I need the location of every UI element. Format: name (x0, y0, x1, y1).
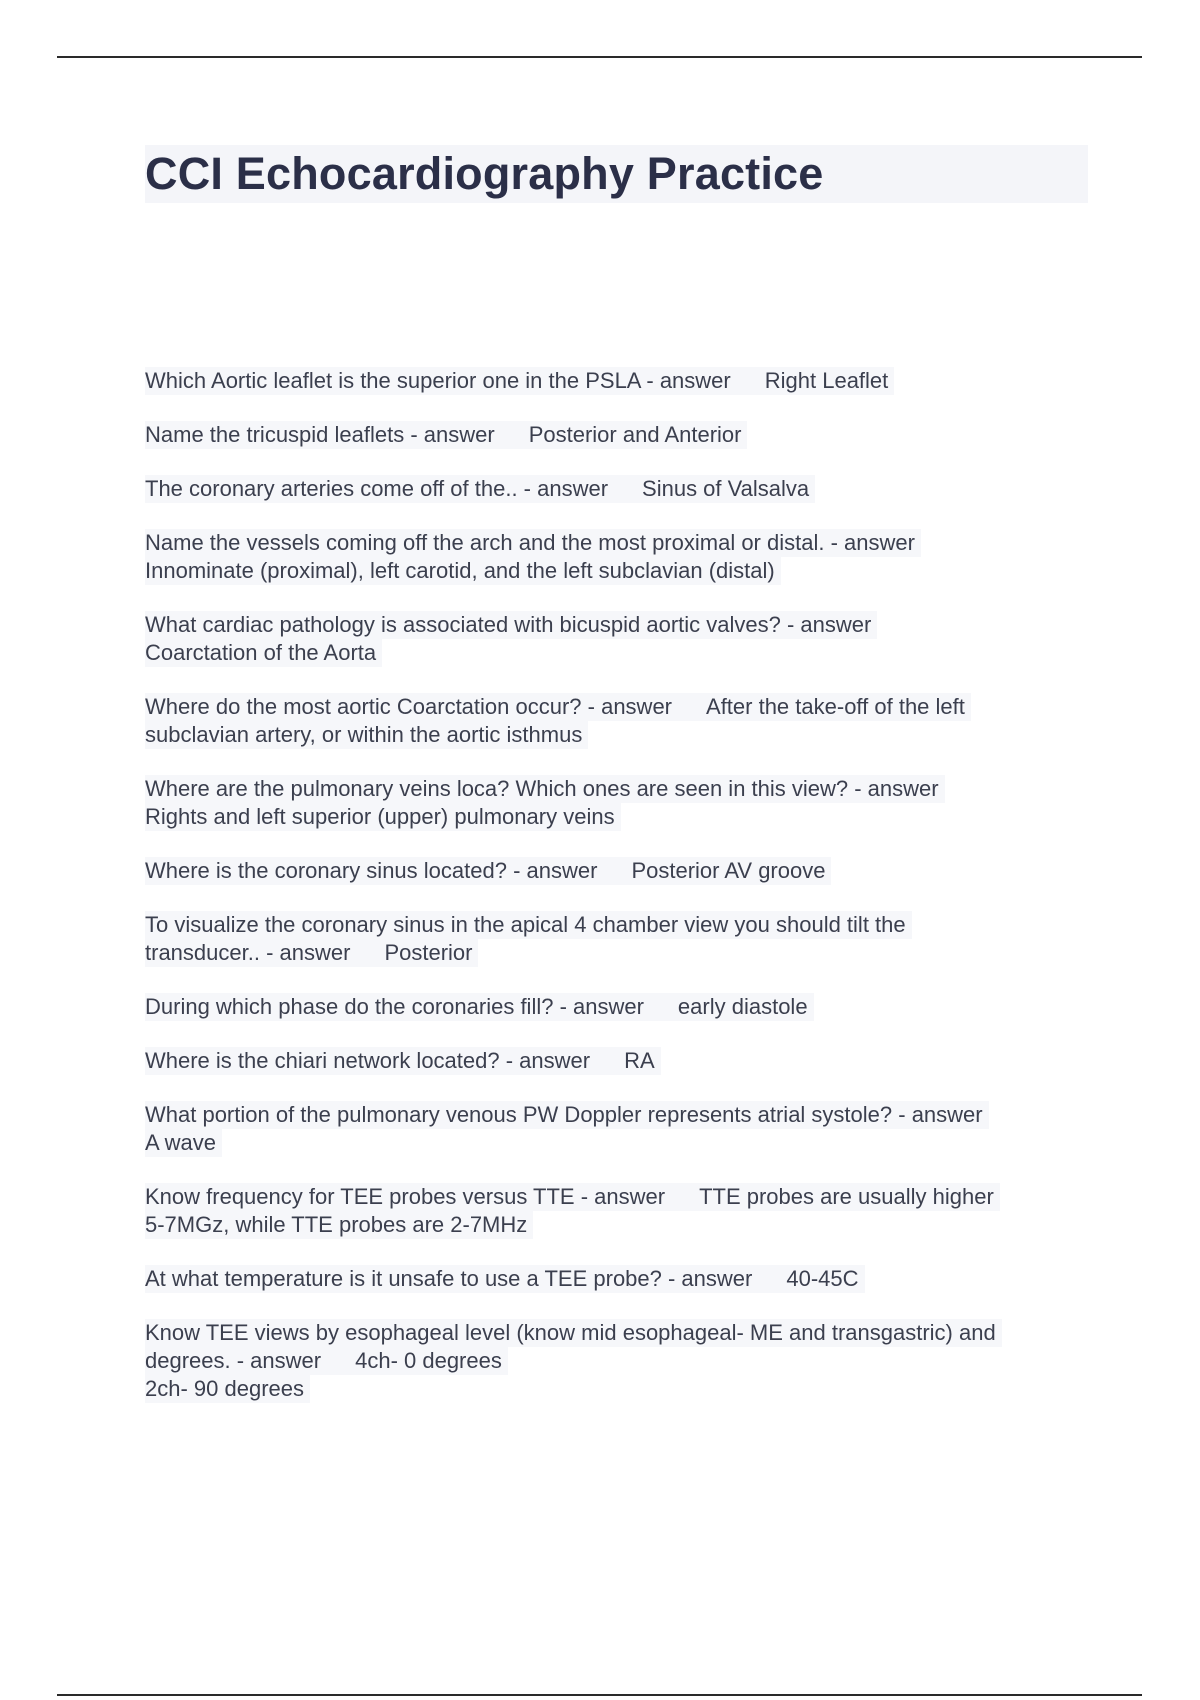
qa-item (145, 611, 1095, 667)
question-text: Where are the pulmonary veins loca? Which ones are seen in this view? - answer (145, 776, 939, 801)
answer-text: RA (624, 1048, 655, 1073)
qa-line (145, 1319, 1002, 1347)
answer-text: 40-45C (786, 1266, 859, 1291)
answer-text: Posterior and Anterior (528, 422, 742, 447)
question-text: Name the vessels coming off the arch and the most proximal or distal. - answer (145, 530, 915, 555)
qa-item (145, 367, 1095, 395)
qa-line (145, 1129, 222, 1157)
qa-line (145, 421, 747, 449)
answer-text: Right Leaflet (764, 368, 889, 393)
qa-item (145, 1265, 1095, 1293)
answer-text: 4ch- 0 degrees (355, 1348, 502, 1373)
answer-text: TTE probes are usually higher (699, 1184, 994, 1209)
qa-item (145, 421, 1095, 449)
qa-item (145, 1047, 1095, 1075)
question-text: The coronary arteries come off of the.. - answer (145, 476, 609, 501)
qa-line (145, 1101, 989, 1129)
qa-item (145, 775, 1095, 831)
question-text: During which phase do the coronaries fill? - answer (145, 994, 644, 1019)
qa-line (145, 1047, 661, 1075)
qa-line (145, 367, 894, 395)
question-text: What portion of the pulmonary venous PW Doppler represents atrial systole? - answer (145, 1102, 983, 1127)
qa-line (145, 911, 912, 939)
qa-line (145, 1211, 533, 1239)
question-text-continued: transducer.. - answer (145, 940, 351, 965)
answer-text-continued: 5-7MGz, while TTE probes are 2-7MHz (145, 1212, 528, 1237)
answer-text: Posterior (384, 940, 473, 965)
qa-item (145, 993, 1095, 1021)
answer-text: early diastole (677, 994, 808, 1019)
qa-line (145, 1375, 310, 1403)
qa-line (145, 775, 945, 803)
answer-text-continued: subclavian artery, or within the aortic isthmus (145, 722, 583, 747)
qa-line (145, 475, 815, 503)
qa-item (145, 529, 1095, 585)
answer-text: Coarctation of the Aorta (145, 640, 377, 665)
qa-item (145, 693, 1095, 749)
question-text: Which Aortic leaflet is the superior one in the PSLA - answer (145, 368, 731, 393)
qa-line (145, 993, 814, 1021)
question-text: Know TEE views by esophageal level (know mid esophageal- ME and transgastric) and (145, 1320, 996, 1345)
question-text: Where is the coronary sinus located? - answer (145, 858, 598, 883)
answer-text: Posterior AV groove (631, 858, 826, 883)
qa-item (145, 911, 1095, 967)
qa-item (145, 1319, 1095, 1403)
qa-line (145, 1265, 865, 1293)
qa-list (145, 367, 1095, 1429)
qa-line (145, 1347, 508, 1375)
answer-text: Innominate (proximal), left carotid, and the left subclavian (distal) (145, 558, 775, 583)
qa-line (145, 693, 971, 721)
question-text: Where is the chiari network located? - answer (145, 1048, 591, 1073)
answer-text: Rights and left superior (upper) pulmonary veins (145, 804, 615, 829)
qa-line (145, 557, 781, 585)
qa-item (145, 1183, 1095, 1239)
qa-line (145, 803, 621, 831)
page-title: CCI Echocardiography Practice (145, 148, 824, 199)
qa-line (145, 529, 921, 557)
question-text: To visualize the coronary sinus in the apical 4 chamber view you should tilt the (145, 912, 906, 937)
qa-line (145, 857, 831, 885)
qa-item (145, 857, 1095, 885)
qa-line (145, 1183, 1000, 1211)
question-text-continued: degrees. - answer (145, 1348, 322, 1373)
answer-text: Sinus of Valsalva (642, 476, 810, 501)
top-rule (57, 56, 1142, 58)
question-text: Where do the most aortic Coarctation occur? - answer (145, 694, 673, 719)
question-text: What cardiac pathology is associated with bicuspid aortic valves? - answer (145, 612, 872, 637)
qa-line (145, 611, 877, 639)
qa-line (145, 939, 478, 967)
qa-item (145, 475, 1095, 503)
qa-line (145, 639, 382, 667)
answer-text: After the take-off of the left (706, 694, 965, 719)
question-text: At what temperature is it unsafe to use a TEE probe? - answer (145, 1266, 753, 1291)
question-text: Know frequency for TEE probes versus TTE - answer (145, 1184, 666, 1209)
answer-text-continued: 2ch- 90 degrees (145, 1376, 304, 1401)
qa-item (145, 1101, 1095, 1157)
question-text: Name the tricuspid leaflets - answer (145, 422, 495, 447)
answer-text: A wave (145, 1130, 216, 1155)
bottom-rule (57, 1694, 1142, 1696)
qa-line (145, 721, 588, 749)
